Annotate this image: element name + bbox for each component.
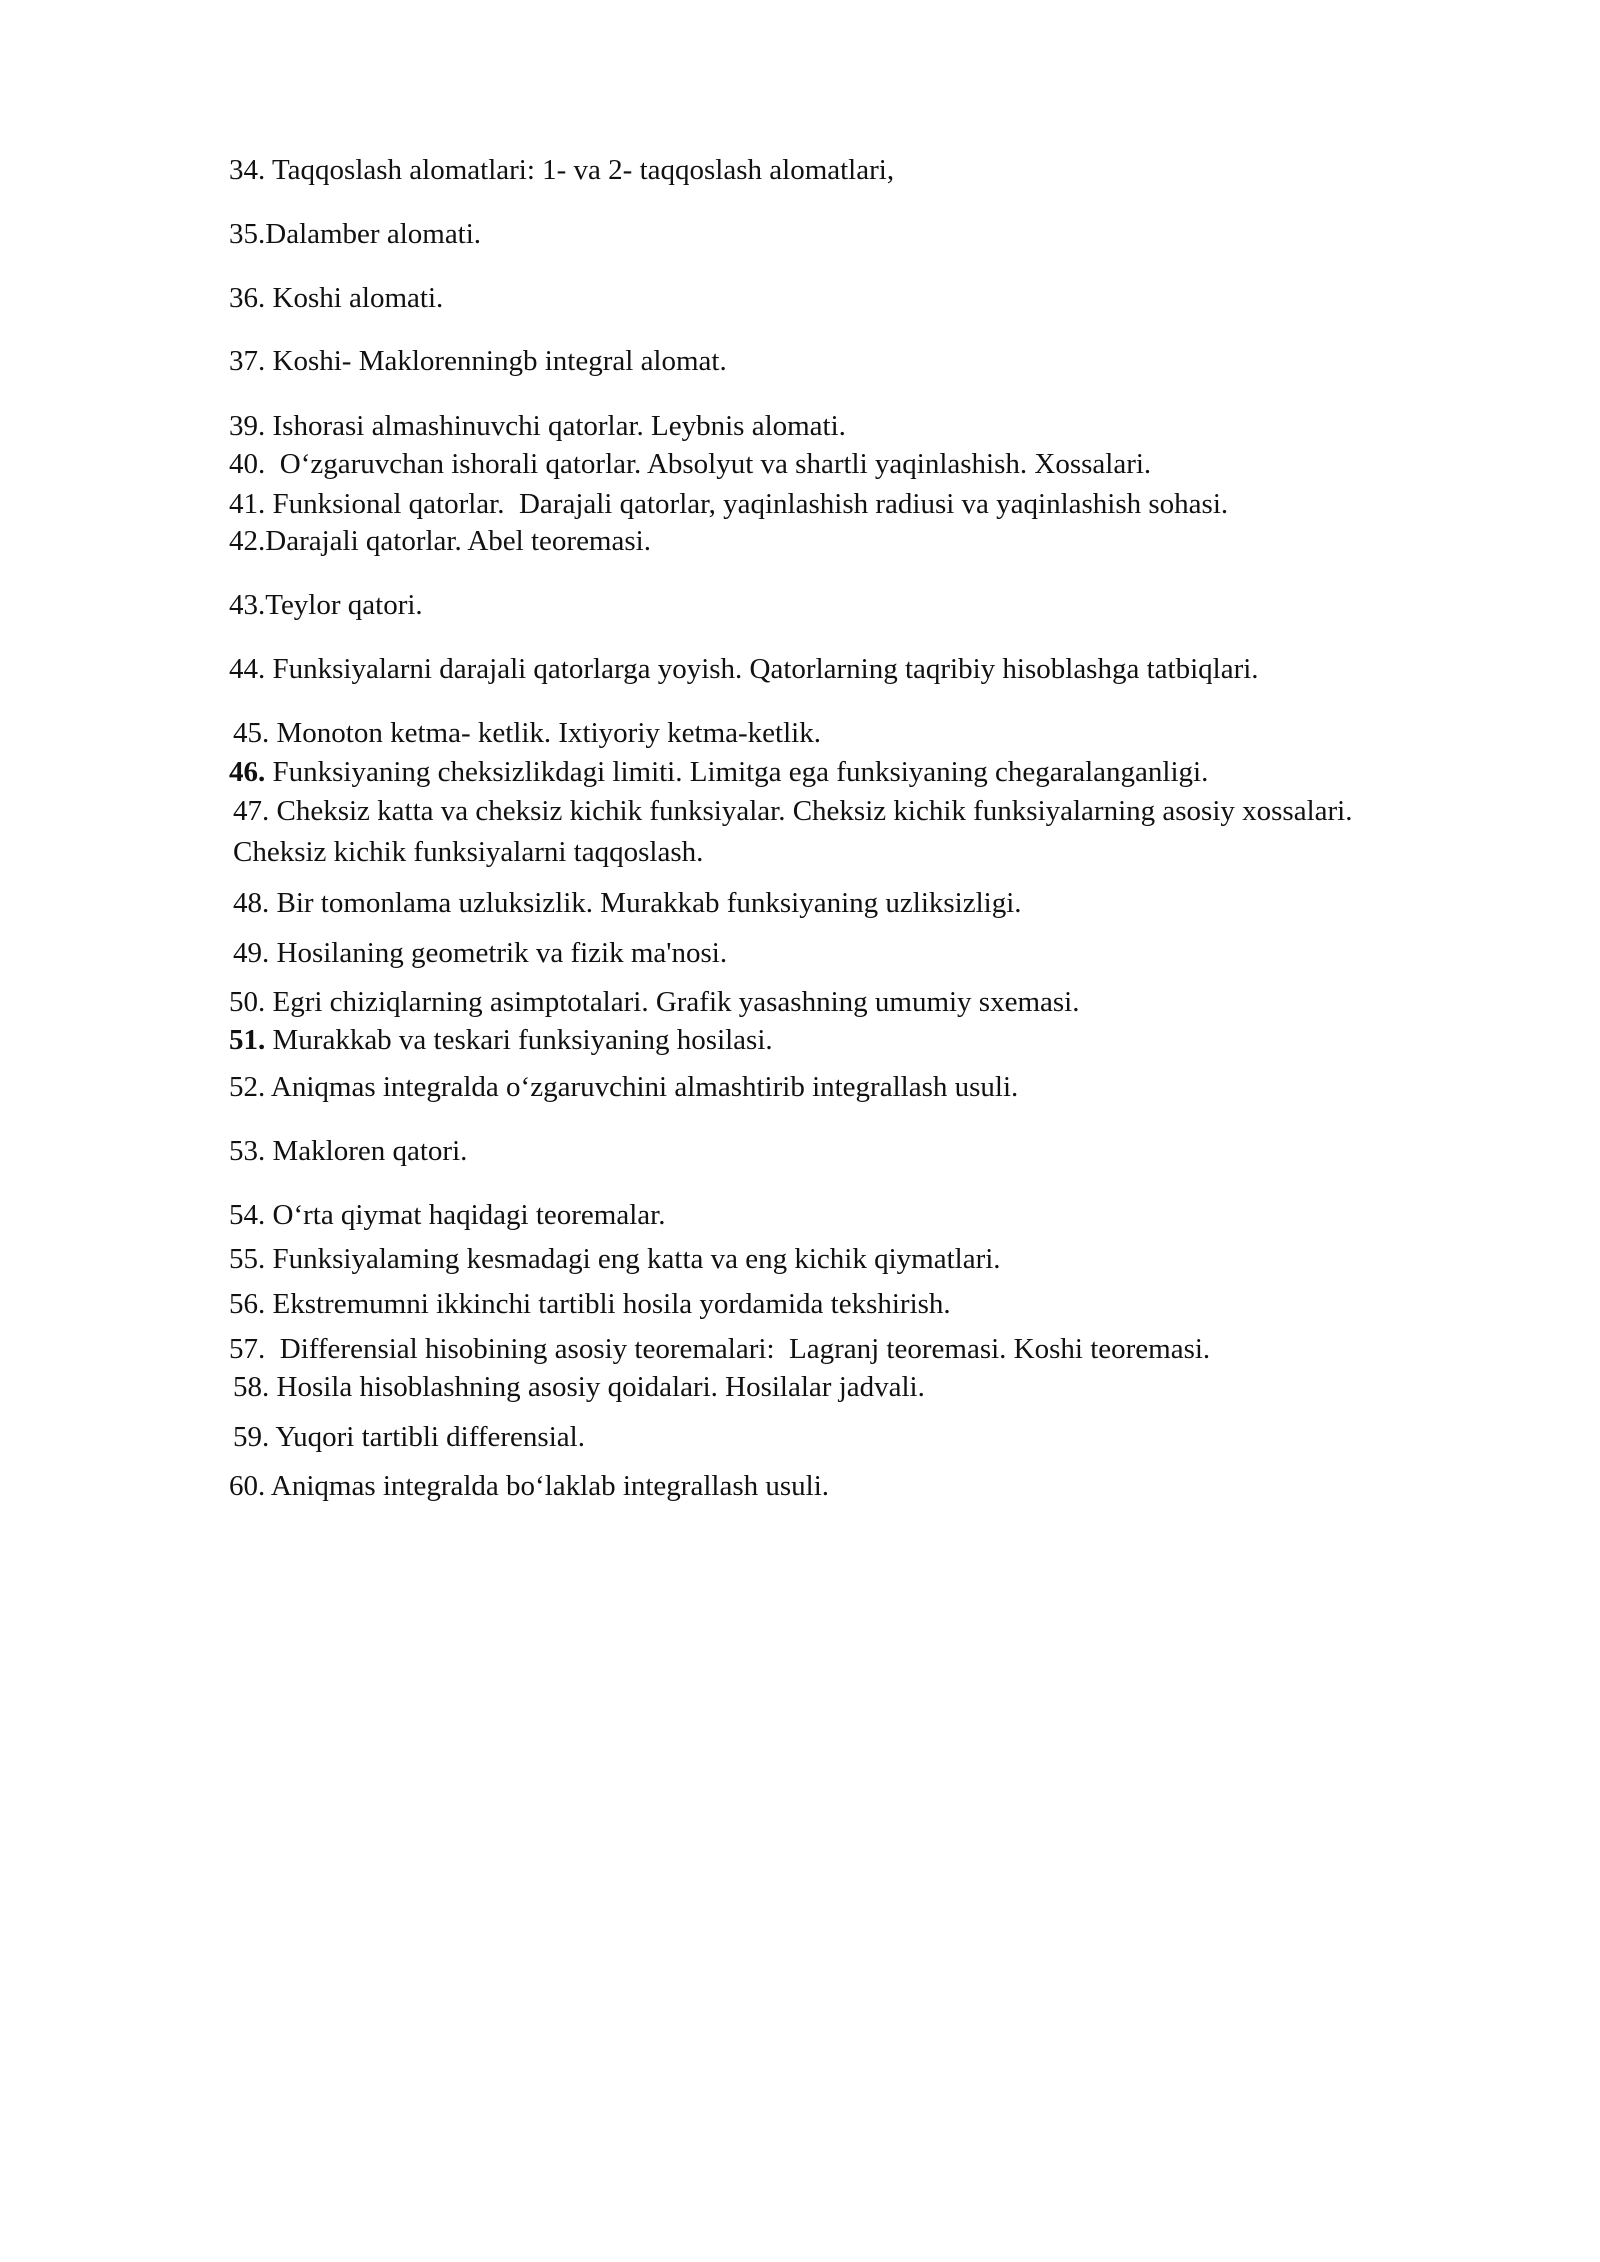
item-number: 44. <box>229 653 266 685</box>
list-item <box>229 525 651 558</box>
list-item <box>233 795 1352 828</box>
item-text: Koshi- Maklorenningb integral alomat. <box>265 345 727 377</box>
item-text: Darajali qatorlar. Abel teoremasi. <box>265 525 651 557</box>
item-text: Egri chiziqlarning asimptotalari. Grafik yasashning umumiy sxemasi. <box>265 986 1080 1018</box>
list-item <box>229 1333 1210 1366</box>
item-text: Dalamber alomati. <box>265 218 482 250</box>
list-item <box>229 1024 773 1057</box>
list-item <box>233 1371 925 1404</box>
item-number: 52. <box>229 1071 266 1103</box>
list-item <box>229 1470 829 1503</box>
item-number: 43. <box>229 589 266 621</box>
item-text: Murakkab va teskari funksiyaning hosilasi. <box>265 1024 773 1056</box>
item-number: 56. <box>229 1288 266 1320</box>
item-text: Taqqoslash alomatlari: 1- va 2- taqqoslash alomatlari, <box>265 154 895 186</box>
item-number: 46. <box>229 756 266 788</box>
list-item <box>229 282 443 315</box>
item-text: Hosila hisoblashning asosiy qoidalari. Hosilalar jadvali. <box>269 1371 925 1403</box>
list-item <box>229 1135 467 1168</box>
list-item <box>229 218 481 251</box>
item-number: 40. <box>229 448 266 480</box>
item-text: Monoton ketma- ketlik. Ixtiyoriy ketma-ketlik. <box>269 717 821 749</box>
list-item <box>229 1243 1001 1276</box>
item-number: 54. <box>229 1199 266 1231</box>
item-number: 58. <box>233 1371 270 1403</box>
item-number: 60. <box>229 1470 266 1502</box>
item-number: 48. <box>233 887 270 919</box>
item-number: 57. <box>229 1333 266 1365</box>
list-item <box>229 154 894 187</box>
item-text: Yuqori tartibli differensial. <box>269 1421 585 1453</box>
item-text: Ekstremumni ikkinchi tartibli hosila yordamida tekshirish. <box>265 1288 951 1320</box>
item-number: 39. <box>229 410 266 442</box>
item-number: 41. <box>229 488 266 520</box>
item-number: 45. <box>233 717 270 749</box>
item-number: 47. <box>233 795 270 827</box>
list-item <box>233 717 821 750</box>
item-text: Differensial hisobining asosiy teoremalari: Lagranj teoremasi. Koshi teoremasi. <box>265 1333 1211 1365</box>
list-item <box>229 1199 665 1232</box>
item-text: O‘zgaruvchan ishorali qatorlar. Absolyut va shartli yaqinlashish. Xossalari. <box>265 448 1152 480</box>
list-item <box>229 345 727 378</box>
item-text: Bir tomonlama uzluksizlik. Murakkab funksiyaning uzliksizligi. <box>269 887 1022 919</box>
list-item <box>229 653 1259 686</box>
item-number: 55. <box>229 1243 266 1275</box>
list-item <box>229 1071 1018 1104</box>
item-number: 51. <box>229 1024 266 1056</box>
item-text: Cheksiz katta va cheksiz kichik funksiyalar. Cheksiz kichik funksiyalarning asosiy xossalari. <box>269 795 1353 827</box>
item-number: 37. <box>229 345 266 377</box>
item-text: Funksiyaning cheksizlikdagi limiti. Limitga ega funksiyaning chegaralanganligi. <box>265 756 1209 788</box>
list-item-continuation <box>233 836 703 869</box>
item-number: 34. <box>229 154 266 186</box>
item-text: Funksiyalaming kesmadagi eng katta va eng kichik qiymatlari. <box>265 1243 1001 1275</box>
item-text: Teylor qatori. <box>265 589 423 621</box>
item-text: O‘rta qiymat haqidagi teoremalar. <box>265 1199 666 1231</box>
item-text: Hosilaning geometrik va fizik ma'nosi. <box>269 937 728 969</box>
item-number: 49. <box>233 937 270 969</box>
item-text: Ishorasi almashinuvchi qatorlar. Leybnis alomati. <box>265 410 846 442</box>
item-text: Aniqmas integralda o‘zgaruvchini almashtirib integrallash usuli. <box>265 1071 1019 1103</box>
item-text: Aniqmas integralda bo‘laklab integrallash usuli. <box>265 1470 830 1502</box>
list-item <box>229 488 1228 521</box>
item-text: Funksional qatorlar. Darajali qatorlar, yaqinlashish radiusi va yaqinlashish sohasi. <box>265 488 1229 520</box>
item-text: Cheksiz kichik funksiyalarni taqqoslash. <box>233 836 704 868</box>
item-text: Funksiyalarni darajali qatorlarga yoyish. Qatorlarning taqribiy hisoblashga tatbiqlari. <box>265 653 1259 685</box>
item-text: Koshi alomati. <box>265 282 444 314</box>
list-item <box>229 986 1080 1019</box>
item-number: 53. <box>229 1135 266 1167</box>
list-item <box>229 410 846 443</box>
item-number: 36. <box>229 282 266 314</box>
item-text: Makloren qatori. <box>265 1135 468 1167</box>
list-item <box>229 448 1151 481</box>
list-item <box>233 1421 585 1454</box>
list-item <box>233 937 727 970</box>
list-item <box>229 756 1208 789</box>
list-item <box>229 1288 951 1321</box>
list-item <box>233 887 1022 920</box>
item-number: 42. <box>229 525 266 557</box>
item-number: 59. <box>233 1421 270 1453</box>
item-number: 50. <box>229 986 266 1018</box>
item-number: 35. <box>229 218 266 250</box>
list-item <box>229 589 423 622</box>
